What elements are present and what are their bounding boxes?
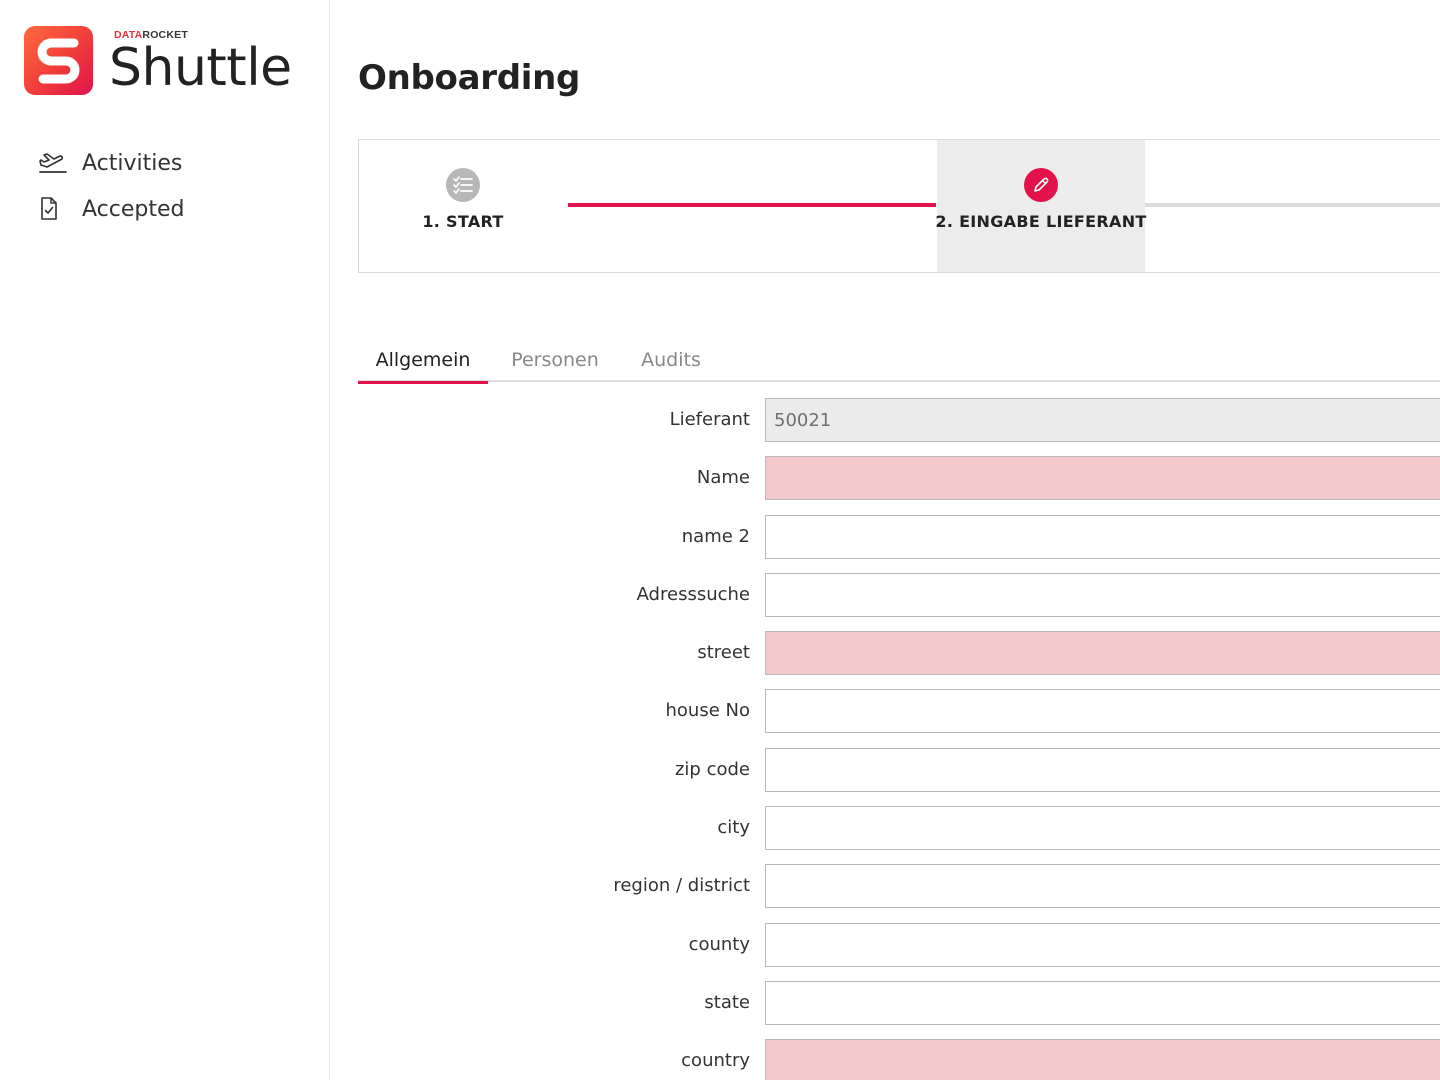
house-no-field[interactable] [765,689,1440,733]
sidebar [0,0,330,1080]
brand-name: Shuttle [109,38,292,98]
form-row-name-2 [358,515,1440,573]
adresssuche-field[interactable] [765,573,1440,617]
form-row-lieferant [358,398,1440,456]
adresssuche-label: Adresssuche [636,583,750,605]
pencil-icon [1024,168,1058,202]
sidebar-nav [38,140,184,232]
form-row-adresssuche [358,573,1440,631]
country-field[interactable] [765,1039,1440,1080]
city-field[interactable] [765,806,1440,850]
form-row-city [358,806,1440,864]
region-district-field[interactable] [765,864,1440,908]
name-label: Name [696,467,750,489]
plane-departure-icon [38,149,70,177]
supplier-form [358,398,1440,1080]
step-eingabe-lieferant-label: 2. EINGABE LIEFERANT [935,212,1147,231]
street-label: street [697,642,750,664]
checklist-icon [446,168,480,202]
brand-prefix-accent: DATA [114,29,143,41]
step-connector-pending [1145,203,1440,207]
state-field[interactable] [765,981,1440,1025]
county-field[interactable] [765,923,1440,967]
country-label: country [681,1050,750,1072]
state-label: state [704,991,750,1013]
step-start[interactable] [359,140,567,272]
form-row-county [358,923,1440,981]
form-row-name [358,456,1440,514]
step-start-label: 1. START [422,212,504,231]
name-2-label: name 2 [681,525,750,547]
onboarding-stepper [358,139,1440,273]
lieferant-field[interactable] [765,398,1440,442]
sidebar-item-activities[interactable] [38,140,184,186]
step-eingabe-lieferant[interactable] [937,140,1145,272]
form-tabs [358,340,1440,382]
sidebar-item-accepted-label: Accepted [82,196,185,222]
shuttle-logo-icon [24,26,93,95]
form-row-state [358,981,1440,1039]
app-logo[interactable] [24,26,324,98]
name-field[interactable] [765,456,1440,500]
tab-audits[interactable]: Audits [641,349,701,371]
tab-allgemein[interactable]: Allgemein [358,340,488,382]
form-row-house-no [358,689,1440,747]
form-row-country [358,1039,1440,1080]
form-row-street [358,631,1440,689]
sidebar-item-activities-label: Activities [82,150,183,176]
document-check-icon [38,195,70,223]
region-district-label: region / district [613,875,750,897]
tab-personen[interactable]: Personen [511,349,599,371]
form-row-zip-code [358,748,1440,806]
zip-code-field[interactable] [765,748,1440,792]
house-no-label: house No [665,700,750,722]
page-title: Onboarding [358,58,581,98]
street-field[interactable] [765,631,1440,675]
brand-prefix-rest: ROCKET [142,29,188,41]
step-connector-completed [568,203,936,207]
lieferant-label: Lieferant [669,409,750,430]
city-label: city [717,817,750,839]
form-row-region-district [358,864,1440,922]
sidebar-item-accepted[interactable] [38,186,184,232]
name-2-field[interactable] [765,515,1440,559]
zip-code-label: zip code [674,758,750,780]
main-content [358,0,1440,1080]
county-label: county [688,933,750,955]
